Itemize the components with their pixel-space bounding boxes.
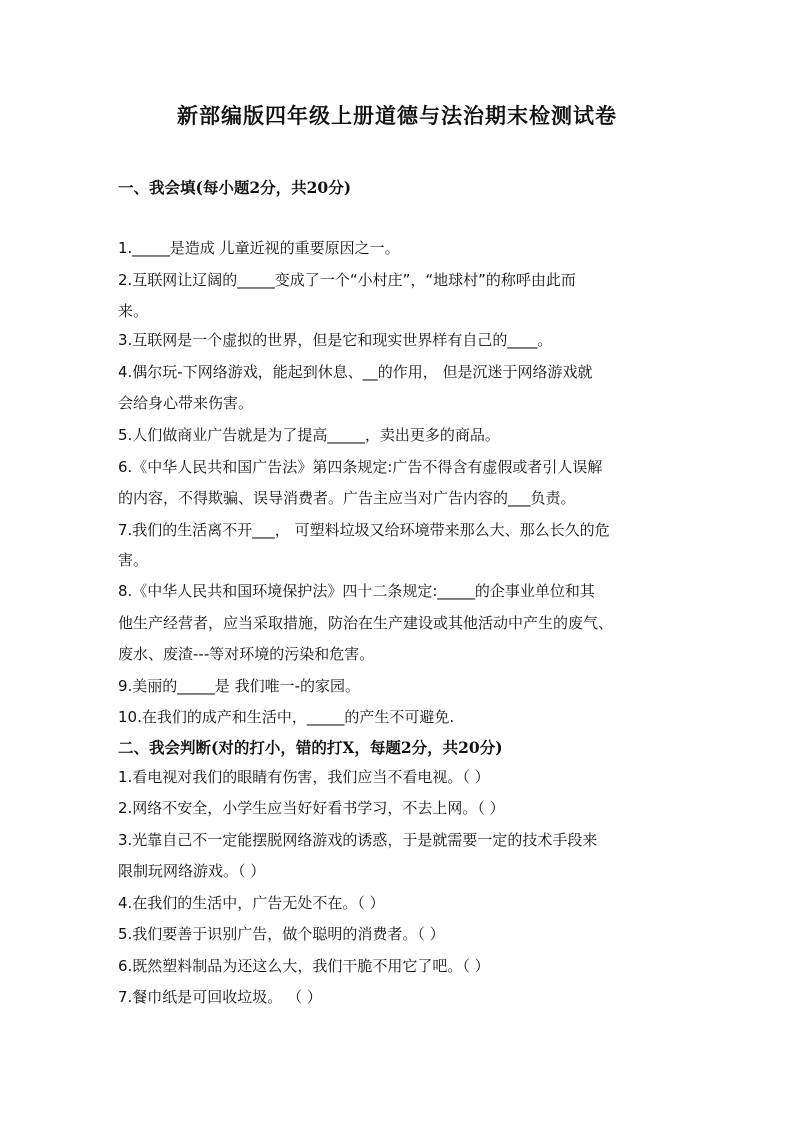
page-title: 新部编版四年级上册道德与法治期末检测试卷 <box>177 103 617 128</box>
judge-line-5: 4.在我们的生活中，广告无处不在。（ ） <box>118 894 385 912</box>
fill-line-4: 3.互联网是一个虚拟的世界，但是它和现实世界样有自己的____。 <box>118 331 553 349</box>
fill-line-8: 6.《中华人民共和国广告法》第四条规定:广告不得含有虚假或者引人误解 <box>118 458 603 476</box>
fill-line-15: 9.美丽的_____是 我们唯一-的家园。 <box>118 677 360 695</box>
fill-line-10: 7.我们的生活离不开___， 可塑料垃圾又给环境带来那么大、那么长久的危 <box>118 521 610 539</box>
fill-line-9: 的内容，不得欺骗、误导消费者。广告主应当对广告内容的___负责。 <box>118 489 576 507</box>
fill-line-6: 会给身心带来伤害。 <box>118 394 254 412</box>
section-heading-fill-in: 一、我会填(每小题2分，共20分) <box>118 178 352 197</box>
judge-line-8: 7.餐巾纸是可回收垃圾。 （ ） <box>118 988 322 1006</box>
fill-line-2: 2.互联网让辽阔的_____变成了一个“小村庄”，“地球村”的称呼由此而 <box>118 271 576 289</box>
section-heading-judge: 二、我会判断(对的打小，错的打X，每题2分，共20分) <box>118 738 503 757</box>
fill-line-13: 他生产经营者，应当采取措施，防治在生产建设或其他活动中产生的废气、 <box>118 614 614 632</box>
fill-line-12: 8.《中华人民共和国环境保护法》四十二条规定:_____的企事业单位和其 <box>118 582 595 600</box>
fill-line-7: 5.人们做商业广告就是为了提高_____，卖出更多的商品。 <box>118 426 500 444</box>
judge-line-2: 2.网络不安全，小学生应当好好看书学习，不去上网。（ ） <box>118 799 505 817</box>
fill-line-1: 1._____是造成 儿童近视的重要原因之一。 <box>118 239 400 257</box>
judge-line-7: 6.既然塑料制品为还这么大，我们干脆不用它了吧。（ ） <box>118 957 490 975</box>
fill-line-16: 10.在我们的成产和生活中，_____的产生不可避免. <box>118 708 455 726</box>
fill-line-11: 害。 <box>118 551 149 569</box>
fill-line-5: 4.偶尔玩-下网络游戏，能起到休息、__的作用， 但是沉迷于网络游戏就 <box>118 363 593 381</box>
judge-line-1: 1.看电视对我们的眼睛有伤害，我们应当不看电视。（ ） <box>118 768 490 786</box>
fill-line-3: 来。 <box>118 302 149 320</box>
fill-line-14: 废水、废渣---等对环境的污染和危害。 <box>118 645 375 663</box>
judge-line-3: 3.光靠自己不一定能摆脱网络游戏的诱惑，于是就需要一定的技术手段来 <box>118 831 598 849</box>
judge-line-4: 限制玩网络游戏。（ ） <box>118 862 266 880</box>
judge-line-6: 5.我们要善于识别广告，做个聪明的消费者。（ ） <box>118 925 445 943</box>
